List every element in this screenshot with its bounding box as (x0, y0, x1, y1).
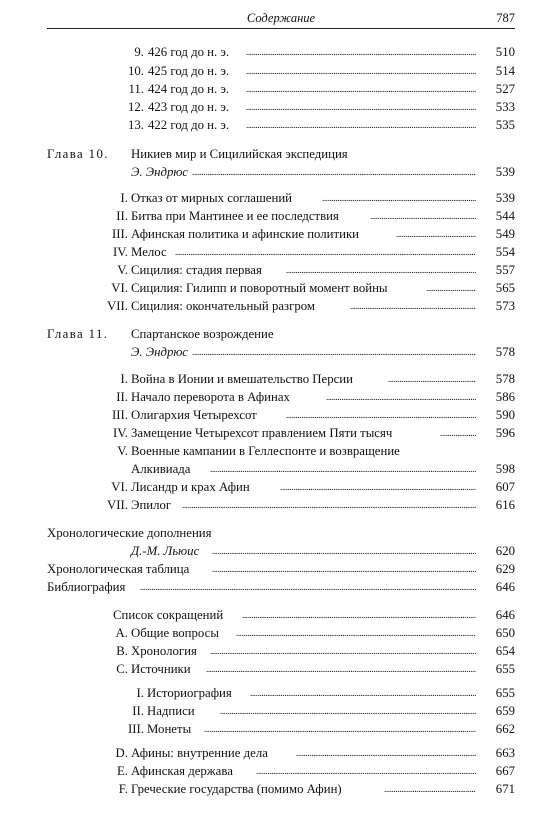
chapter-page: 578 (495, 345, 515, 359)
toc-entry[interactable] (0, 702, 551, 720)
toc-entry[interactable] (0, 62, 551, 80)
entry-number: I. (136, 686, 144, 700)
entry-number: 13. (128, 118, 144, 132)
dot-leader (286, 406, 476, 424)
dot-leader (440, 424, 476, 442)
dot-leader (426, 279, 476, 297)
entry-title: 422 год до н. э. (148, 118, 230, 132)
toc-entry[interactable] (0, 660, 551, 678)
entry-page: 663 (495, 746, 515, 760)
toc-entry[interactable] (0, 684, 551, 702)
entry-title: Битва при Мантинее и ее последствия (131, 209, 339, 223)
entry-number: 12. (128, 100, 144, 114)
entry-title: Эпилог (131, 498, 172, 512)
entry-page: 607 (495, 480, 515, 494)
header-page-number: 787 (496, 11, 515, 25)
entry-title: Военные кампании в Геллеспонте и возвращение (131, 444, 400, 458)
entry-title: Олигархия Четырехсот (131, 408, 257, 422)
dot-leader (246, 80, 476, 98)
chapter-10-heading[interactable] (0, 145, 551, 163)
dot-leader (246, 116, 476, 134)
toc-entry[interactable] (0, 780, 551, 798)
entry-number: V. (117, 263, 128, 277)
entry-page: 596 (495, 426, 515, 440)
entry-title: Алкивиада (131, 462, 191, 476)
entry-title: Общие вопросы (131, 626, 219, 640)
entry-page: 629 (495, 562, 515, 576)
entry-page: 549 (495, 227, 515, 241)
dot-leader (210, 642, 476, 660)
entry-number: E. (116, 764, 128, 778)
entry-page: 586 (495, 390, 515, 404)
dot-leader (286, 261, 476, 279)
entry-number: VI. (111, 281, 128, 295)
dot-leader (326, 388, 476, 406)
dot-leader (210, 460, 476, 478)
chapter-title: Спартанское возрождение (131, 327, 274, 341)
entry-title: Война в Ионии и вмешательство Персии (131, 372, 354, 386)
entry-author: Д.-М. Льюис (131, 544, 200, 558)
entry-number: F. (118, 782, 128, 796)
toc-entry-continued[interactable] (0, 460, 551, 478)
toc-entry[interactable] (0, 43, 551, 61)
entry-title: Хронологические дополнения (47, 526, 212, 540)
entry-number: V. (117, 444, 128, 458)
entry-title: 424 год до н. э. (148, 82, 230, 96)
toc-entry[interactable] (0, 578, 551, 596)
toc-entry[interactable] (0, 606, 551, 624)
entry-title: Хронология (131, 644, 197, 658)
toc-entry[interactable] (0, 720, 551, 738)
entry-number: I. (120, 191, 128, 205)
entry-title: Начало переворота в Афинах (131, 390, 290, 404)
entry-page: 616 (495, 498, 515, 512)
entry-page: 573 (495, 299, 515, 313)
entry-page: 667 (495, 764, 515, 778)
entry-number: VII. (107, 299, 128, 313)
entry-page: 527 (495, 82, 515, 96)
toc-entry[interactable] (0, 624, 551, 642)
entry-title: Греческие государства (помимо Афин) (131, 782, 342, 796)
dot-leader (192, 343, 476, 361)
dot-leader (256, 762, 476, 780)
toc-entry[interactable] (0, 116, 551, 134)
entry-title: Мелос (131, 245, 167, 259)
chapter-10-author[interactable] (0, 163, 551, 181)
dot-leader (370, 207, 476, 225)
toc-entry[interactable] (0, 478, 551, 496)
dot-leader (212, 560, 476, 578)
entry-page: 671 (495, 782, 515, 796)
entry-page: 565 (495, 281, 515, 295)
entry-page: 650 (495, 626, 515, 640)
toc-entry[interactable] (0, 261, 551, 279)
chron-additions-author[interactable] (0, 542, 551, 560)
entry-number: I. (120, 372, 128, 386)
entry-title: Афинская держава (131, 764, 233, 778)
toc-entry[interactable] (0, 80, 551, 98)
entry-title: Лисандр и крах Афин (131, 480, 250, 494)
chapter-page: 539 (495, 165, 515, 179)
entry-number: D. (115, 746, 128, 760)
chapter-title: Никиев мир и Сицилийская экспедиция (131, 147, 348, 161)
entry-number: IV. (112, 245, 128, 259)
toc-entry[interactable] (0, 279, 551, 297)
dot-leader (242, 606, 476, 624)
entry-title: Сицилия: стадия первая (131, 263, 262, 277)
entry-page: 620 (495, 544, 515, 558)
toc-entry[interactable] (0, 243, 551, 261)
dot-leader (280, 478, 476, 496)
toc-entry[interactable] (0, 370, 551, 388)
entry-title: Сицилия: Гилипп и поворотный момент войны (131, 281, 388, 295)
chapter-label: Глава 11. (47, 327, 109, 341)
entry-number: III. (112, 227, 128, 241)
toc-entry[interactable] (0, 406, 551, 424)
entry-number: III. (112, 408, 128, 422)
entry-number: 9. (134, 45, 144, 59)
toc-entry[interactable] (0, 225, 551, 243)
entry-page: 590 (495, 408, 515, 422)
entry-title: 425 год до н. э. (148, 64, 230, 78)
entry-number: II. (116, 209, 128, 223)
entry-page: 646 (495, 580, 515, 594)
running-header (47, 8, 515, 29)
entry-page: 514 (495, 64, 515, 78)
dot-leader (250, 684, 476, 702)
dot-leader (322, 189, 476, 207)
entry-number: II. (116, 390, 128, 404)
dot-leader (204, 720, 476, 738)
dot-leader (384, 780, 476, 798)
toc-entry[interactable] (0, 297, 551, 315)
entry-number: A. (115, 626, 128, 640)
toc-entry[interactable] (0, 560, 551, 578)
entry-title: Афинская политика и афинские политики (131, 227, 360, 241)
dot-leader (388, 370, 476, 388)
entry-number: B. (116, 644, 128, 658)
entry-title: 423 год до н. э. (148, 100, 230, 114)
entry-title: 426 год до н. э. (148, 45, 230, 59)
dot-leader (206, 660, 476, 678)
entry-title: Список сокращений (113, 608, 224, 622)
dot-leader (246, 98, 476, 116)
dot-leader (175, 243, 476, 261)
entry-number: IV. (112, 426, 128, 440)
entry-number: VI. (111, 480, 128, 494)
dot-leader (396, 225, 476, 243)
entry-page: 659 (495, 704, 515, 718)
entry-number: II. (132, 704, 144, 718)
entry-page: 544 (495, 209, 515, 223)
entry-title: Источники (131, 662, 191, 676)
entry-title: Монеты (147, 722, 192, 736)
entry-title: Хронологическая таблица (47, 562, 190, 576)
entry-page: 557 (495, 263, 515, 277)
toc-entry[interactable] (0, 442, 551, 460)
toc-entry[interactable] (0, 642, 551, 660)
entry-page: 578 (495, 372, 515, 386)
entry-page: 646 (495, 608, 515, 622)
chapter-author: Э. Эндрюс (131, 165, 188, 179)
toc-entry[interactable] (0, 744, 551, 762)
entry-page: 598 (495, 462, 515, 476)
header-title: Содержание (246, 11, 316, 25)
entry-title: Историография (147, 686, 232, 700)
chapter-11-author[interactable] (0, 343, 551, 361)
entry-number: III. (128, 722, 144, 736)
toc-entry[interactable] (0, 207, 551, 225)
chapter-author: Э. Эндрюс (131, 345, 188, 359)
toc-entry[interactable] (0, 424, 551, 442)
entry-number: 10. (128, 64, 144, 78)
dot-leader (246, 62, 476, 80)
entry-number: C. (116, 662, 128, 676)
entry-page: 535 (495, 118, 515, 132)
dot-leader (182, 496, 476, 514)
entry-title: Надписи (147, 704, 195, 718)
toc-entry[interactable] (0, 98, 551, 116)
entry-page: 655 (495, 662, 515, 676)
dot-leader (246, 43, 476, 61)
toc-entry[interactable] (0, 388, 551, 406)
entry-title: Афины: внутренние дела (131, 746, 268, 760)
dot-leader (296, 744, 476, 762)
dot-leader (236, 624, 476, 642)
toc-entry[interactable] (0, 189, 551, 207)
dot-leader (350, 297, 476, 315)
dot-leader (140, 578, 476, 596)
entry-page: 533 (495, 100, 515, 114)
entry-page: 662 (495, 722, 515, 736)
entry-page: 554 (495, 245, 515, 259)
dot-leader (220, 702, 476, 720)
entry-number: VII. (107, 498, 128, 512)
dot-leader (212, 542, 476, 560)
entry-title: Библиография (47, 580, 126, 594)
chron-additions-heading[interactable] (0, 524, 551, 542)
toc-entry[interactable] (0, 762, 551, 780)
entry-page: 539 (495, 191, 515, 205)
entry-title: Замещение Четырехсот правлением Пяти тысяч (131, 426, 393, 440)
chapter-11-heading[interactable] (0, 325, 551, 343)
chapter-label: Глава 10. (47, 147, 109, 161)
toc-entry[interactable] (0, 496, 551, 514)
entry-title: Отказ от мирных соглашений (131, 191, 293, 205)
entry-page: 510 (495, 45, 515, 59)
entry-title: Сицилия: окончательный разгром (131, 299, 315, 313)
entry-number: 11. (128, 82, 144, 96)
entry-page: 655 (495, 686, 515, 700)
dot-leader (192, 163, 476, 181)
entry-page: 654 (495, 644, 515, 658)
